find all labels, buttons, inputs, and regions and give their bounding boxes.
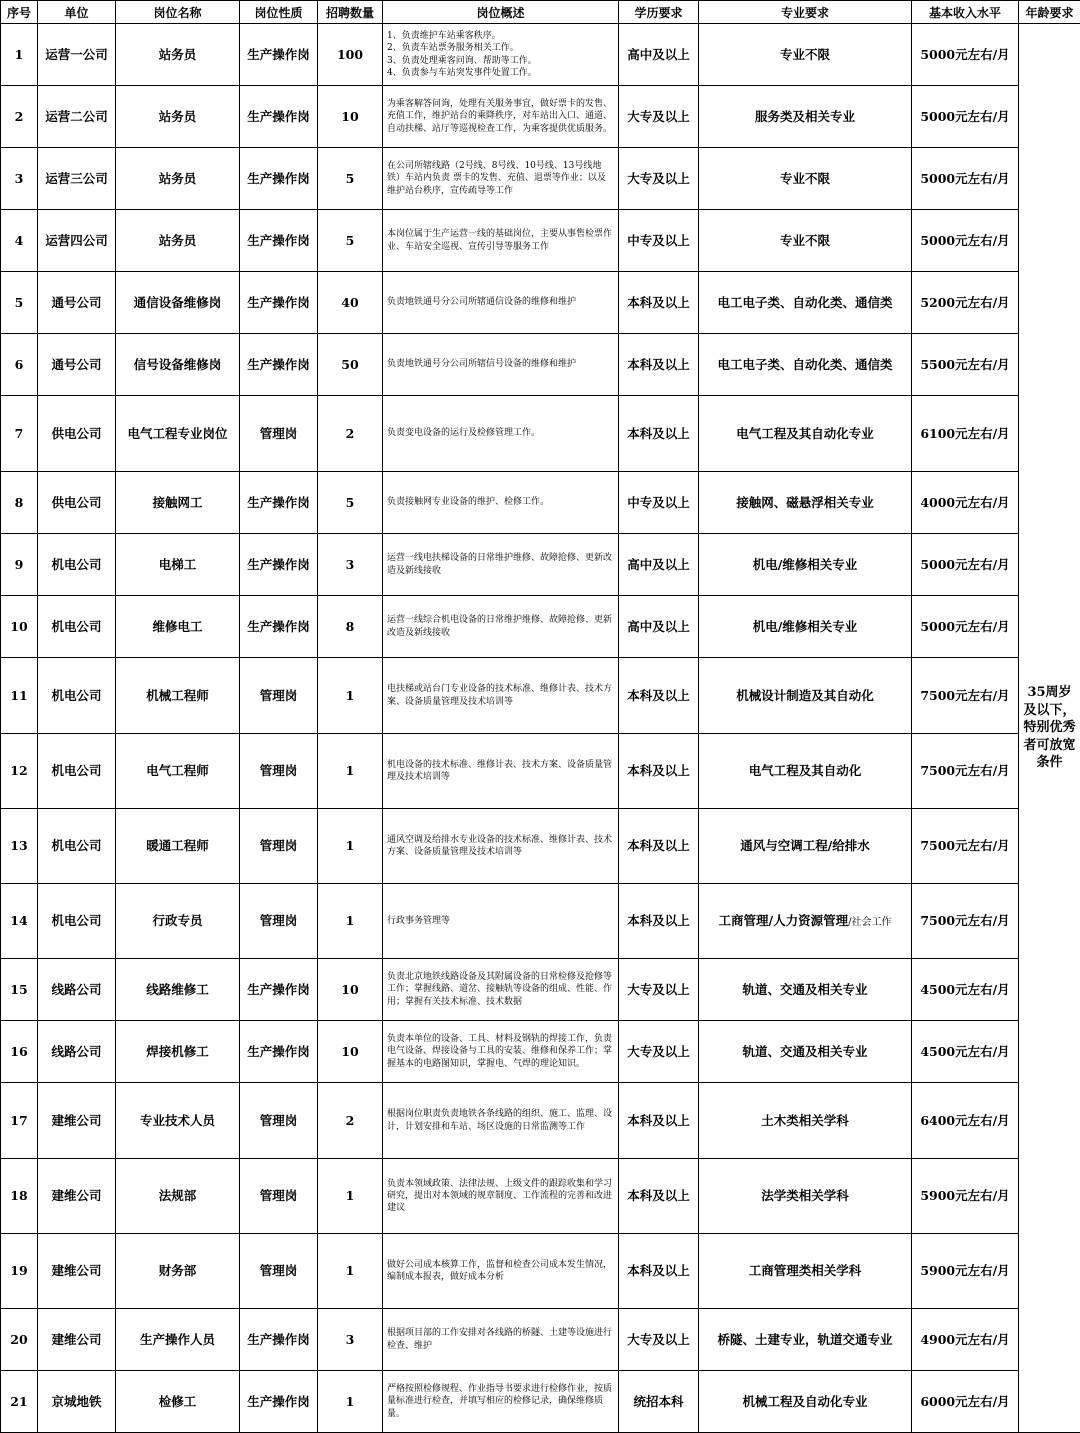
row-salary: 5000元左右/月: [912, 148, 1019, 210]
row-position-nature: 生产操作岗: [240, 86, 318, 148]
row-position-name: 暖通工程师: [116, 809, 240, 884]
row-position-name: 站务员: [116, 24, 240, 86]
row-major-main: 专业不限: [780, 233, 830, 248]
row-position-nature: 生产操作岗: [240, 596, 318, 658]
row-unit: 运营三公司: [38, 148, 116, 210]
row-description: 严格按照检修规程、作业指导书要求进行检修作业，按质量标准进行检查，并填写相应的检修记录，确保维修质量。: [383, 1371, 619, 1433]
row-salary: 4000元左右/月: [912, 472, 1019, 534]
row-major-note: /社会工作: [848, 917, 891, 928]
row-major-main: 桥隧、土建专业，轨道交通专业: [717, 1332, 892, 1347]
row-salary: 6000元左右/月: [912, 1371, 1019, 1433]
table-row: [1, 534, 1080, 596]
row-position-nature: 生产操作岗: [240, 1309, 318, 1371]
row-position-name: 生产操作人员: [116, 1309, 240, 1371]
table-row: [1, 596, 1080, 658]
row-major-main: 法学类相关学科: [761, 1188, 849, 1203]
table-row: [1, 734, 1080, 809]
row-salary: 6400元左右/月: [912, 1083, 1019, 1159]
row-major-main: 工商管理类相关学科: [749, 1263, 862, 1278]
row-no: 18: [1, 1159, 38, 1234]
row-description: 本岗位属于生产运营一线的基础岗位，主要从事售检票作业、车站安全巡视、宣传引导等服务工作: [383, 210, 619, 272]
row-position-nature: 生产操作岗: [240, 210, 318, 272]
table-row: [1, 86, 1080, 148]
row-major-main: 电工电子类、自动化类、通信类: [717, 295, 892, 310]
row-position-name: 接触网工: [116, 472, 240, 534]
row-count: 1: [318, 884, 383, 959]
table-row: [1, 148, 1080, 210]
row-description: 行政事务管理等: [383, 884, 619, 959]
row-education: 本科及以上: [619, 334, 699, 396]
table-row: [1, 1309, 1080, 1371]
row-major: [699, 1371, 912, 1433]
row-position-name: 线路维修工: [116, 959, 240, 1021]
row-education: 大专及以上: [619, 86, 699, 148]
row-position-nature: 生产操作岗: [240, 472, 318, 534]
row-description: 通风空调及给排水专业设备的技术标准、维修计表、技术方案、设备质量管理及技术培训等: [383, 809, 619, 884]
row-count: 100: [318, 24, 383, 86]
row-unit: 机电公司: [38, 596, 116, 658]
row-no: 14: [1, 884, 38, 959]
row-salary: 5000元左右/月: [912, 24, 1019, 86]
table-row: [1, 809, 1080, 884]
row-major-main: 通风与空调工程/给排水: [740, 838, 870, 853]
row-major: [699, 734, 912, 809]
row-position-nature: 管理岗: [240, 1159, 318, 1234]
row-no: 21: [1, 1371, 38, 1433]
header-position-nature: 岗位性质: [240, 1, 318, 24]
row-count: 5: [318, 210, 383, 272]
row-description: 机电设备的技术标准、维修计表、技术方案、设备质量管理及技术培训等: [383, 734, 619, 809]
row-no: 17: [1, 1083, 38, 1159]
row-unit: 线路公司: [38, 959, 116, 1021]
row-salary: 5000元左右/月: [912, 86, 1019, 148]
row-major-main: 电气工程及其自动化: [749, 763, 862, 778]
row-position-name: 财务部: [116, 1234, 240, 1309]
row-count: 2: [318, 1083, 383, 1159]
row-major-main: 机电/维修相关专业: [753, 619, 858, 634]
row-unit: 机电公司: [38, 658, 116, 734]
row-description: 负责本单位的设备、工具、材料及钢轨的焊接工作，负责电气设备、焊接设备与工具的安装、维修和保养工作；掌握基本的电路图知识，掌握电、气焊的理论知识。: [383, 1021, 619, 1083]
row-unit: 运营一公司: [38, 24, 116, 86]
row-major: [699, 884, 912, 959]
row-description: 负责北京地铁线路设备及其附属设备的日常检修及抢修等工作；掌握线路、道岔、接触轨等设备的组成、性能、作用；掌握有关技术标准、技术数据: [383, 959, 619, 1021]
header-age: 年龄要求: [1019, 1, 1080, 24]
row-salary: 7500元左右/月: [912, 809, 1019, 884]
row-major-main: 轨道、交通及相关专业: [742, 982, 867, 997]
row-major-main: 服务类及相关专业: [755, 109, 855, 124]
header-education: 学历要求: [619, 1, 699, 24]
header-no: 序号: [1, 1, 38, 24]
row-education: 本科及以上: [619, 1234, 699, 1309]
row-description: 负责本领域政策、法律法规、上级文件的跟踪收集和学习研究，提出对本领域的规章制度、工作流程的完善和改进建议: [383, 1159, 619, 1234]
row-major-main: 工商管理/人力资源管理: [719, 913, 849, 928]
row-no: 6: [1, 334, 38, 396]
table-row: [1, 272, 1080, 334]
row-position-name: 法规部: [116, 1159, 240, 1234]
row-salary: 7500元左右/月: [912, 884, 1019, 959]
row-major-main: 机电/维修相关专业: [753, 557, 858, 572]
row-unit: 通号公司: [38, 334, 116, 396]
table-row: [1, 472, 1080, 534]
header-unit: 单位: [38, 1, 116, 24]
row-unit: 机电公司: [38, 734, 116, 809]
row-position-name: 维修电工: [116, 596, 240, 658]
row-major: [699, 1083, 912, 1159]
row-unit: 供电公司: [38, 472, 116, 534]
row-unit: 建维公司: [38, 1083, 116, 1159]
row-count: 3: [318, 1309, 383, 1371]
row-no: 16: [1, 1021, 38, 1083]
row-salary: 5000元左右/月: [912, 210, 1019, 272]
row-position-name: 检修工: [116, 1371, 240, 1433]
row-salary: 5000元左右/月: [912, 534, 1019, 596]
row-salary: 5000元左右/月: [912, 596, 1019, 658]
header-position-name: 岗位名称: [116, 1, 240, 24]
row-education: 中专及以上: [619, 210, 699, 272]
row-major-main: 接触网、磁悬浮相关专业: [736, 495, 874, 510]
table-row: [1, 658, 1080, 734]
table-row: [1, 1159, 1080, 1234]
row-major-main: 土木类相关学科: [761, 1113, 849, 1128]
row-count: 10: [318, 86, 383, 148]
table-row: [1, 1083, 1080, 1159]
row-description: 负责变电设备的运行及检修管理工作。: [383, 396, 619, 472]
row-no: 2: [1, 86, 38, 148]
row-position-nature: 生产操作岗: [240, 534, 318, 596]
row-position-nature: 生产操作岗: [240, 959, 318, 1021]
row-position-nature: 生产操作岗: [240, 272, 318, 334]
row-major-main: 专业不限: [780, 47, 830, 62]
row-position-name: 通信设备维修岗: [116, 272, 240, 334]
row-salary: 5500元左右/月: [912, 334, 1019, 396]
row-major-main: 电气工程及其自动化专业: [736, 426, 874, 441]
row-major: [699, 1309, 912, 1371]
row-count: 3: [318, 534, 383, 596]
row-major: [699, 334, 912, 396]
row-unit: 机电公司: [38, 534, 116, 596]
row-education: 高中及以上: [619, 24, 699, 86]
row-unit: 建维公司: [38, 1309, 116, 1371]
row-position-name: 电气工程专业岗位: [116, 396, 240, 472]
row-no: 9: [1, 534, 38, 596]
row-no: 4: [1, 210, 38, 272]
row-position-nature: 管理岗: [240, 1234, 318, 1309]
table-row: [1, 1021, 1080, 1083]
row-description: 根据岗位职责负责地铁各条线路的组织、施工、监理、设计，计划安排和车站、场区设施的日常监测等工作: [383, 1083, 619, 1159]
row-position-nature: 管理岗: [240, 734, 318, 809]
row-major-main: 轨道、交通及相关专业: [742, 1044, 867, 1059]
row-education: 本科及以上: [619, 1083, 699, 1159]
row-position-nature: 生产操作岗: [240, 1371, 318, 1433]
header-description: 岗位概述: [383, 1, 619, 24]
table-row: [1, 24, 1080, 86]
row-no: 5: [1, 272, 38, 334]
row-position-nature: 管理岗: [240, 396, 318, 472]
row-unit: 机电公司: [38, 884, 116, 959]
row-count: 5: [318, 472, 383, 534]
row-unit: 线路公司: [38, 1021, 116, 1083]
table-row: [1, 396, 1080, 472]
row-position-name: 行政专员: [116, 884, 240, 959]
row-position-name: 电梯工: [116, 534, 240, 596]
row-salary: 4500元左右/月: [912, 1021, 1019, 1083]
row-position-nature: 生产操作岗: [240, 1021, 318, 1083]
row-description: 电扶梯或站台门专业设备的技术标准、维修计表、技术方案、设备质量管理及技术培训等: [383, 658, 619, 734]
row-position-name: 信号设备维修岗: [116, 334, 240, 396]
row-major: [699, 210, 912, 272]
row-count: 50: [318, 334, 383, 396]
row-no: 7: [1, 396, 38, 472]
row-position-name: 机械工程师: [116, 658, 240, 734]
age-requirement: 35周岁及以下，特别优秀者可放宽条件: [1019, 24, 1080, 1433]
table-header: [1, 1, 1080, 24]
row-position-nature: 管理岗: [240, 1083, 318, 1159]
row-count: 2: [318, 396, 383, 472]
row-no: 8: [1, 472, 38, 534]
row-no: 11: [1, 658, 38, 734]
row-description: 在公司所辖线路（2号线、8号线、10号线、13号线地铁）车站内负责 票卡的发售、充值、退票等作业；以及维护站台秩序，宣传疏导等工作: [383, 148, 619, 210]
row-unit: 运营二公司: [38, 86, 116, 148]
row-education: 大专及以上: [619, 148, 699, 210]
row-salary: 6100元左右/月: [912, 396, 1019, 472]
row-education: 中专及以上: [619, 472, 699, 534]
row-position-nature: 管理岗: [240, 809, 318, 884]
row-description: 负责接触网专业设备的维护、检修工作。: [383, 472, 619, 534]
row-unit: 供电公司: [38, 396, 116, 472]
row-count: 8: [318, 596, 383, 658]
row-position-name: 焊接机修工: [116, 1021, 240, 1083]
row-major-main: 机械工程及自动化专业: [742, 1394, 867, 1409]
row-count: 1: [318, 1159, 383, 1234]
header-row: [1, 1, 1080, 24]
row-position-nature: 管理岗: [240, 658, 318, 734]
row-salary: 5200元左右/月: [912, 272, 1019, 334]
row-major: [699, 534, 912, 596]
row-position-name: 专业技术人员: [116, 1083, 240, 1159]
row-unit: 运营四公司: [38, 210, 116, 272]
row-description: 根据项目部的工作安排对各线路的桥隧、土建等设施进行检查、维护: [383, 1309, 619, 1371]
row-description: 运营一线电扶梯设备的日常维护维修、故障抢修、更新改造及新线接收: [383, 534, 619, 596]
row-salary: 7500元左右/月: [912, 658, 1019, 734]
row-major: [699, 1021, 912, 1083]
table-row: [1, 334, 1080, 396]
row-major: [699, 24, 912, 86]
table-body: [1, 24, 1080, 1433]
row-salary: 5900元左右/月: [912, 1159, 1019, 1234]
row-position-nature: 生产操作岗: [240, 148, 318, 210]
row-count: 40: [318, 272, 383, 334]
row-unit: 京城地铁: [38, 1371, 116, 1433]
row-description: 做好公司成本核算工作，监督和检查公司成本发生情况，编制成本报表，做好成本分析: [383, 1234, 619, 1309]
row-unit: 机电公司: [38, 809, 116, 884]
row-unit: 建维公司: [38, 1234, 116, 1309]
row-education: 本科及以上: [619, 734, 699, 809]
row-salary: 4900元左右/月: [912, 1309, 1019, 1371]
row-major: [699, 1159, 912, 1234]
row-position-name: 站务员: [116, 148, 240, 210]
header-major: 专业要求: [699, 1, 912, 24]
row-major: [699, 658, 912, 734]
row-education: 大专及以上: [619, 959, 699, 1021]
row-education: 本科及以上: [619, 809, 699, 884]
row-position-name: 站务员: [116, 210, 240, 272]
table-row: [1, 1234, 1080, 1309]
row-description: 1、负责维护车站乘客秩序。 2、负责车站票务服务相关工作。 3、负责处理乘客问询、帮助等工作。 4、负责参与车站突发事件处置工作。: [383, 24, 619, 86]
row-no: 15: [1, 959, 38, 1021]
table-row: [1, 959, 1080, 1021]
row-major: [699, 272, 912, 334]
row-major: [699, 1234, 912, 1309]
row-no: 10: [1, 596, 38, 658]
row-position-nature: 生产操作岗: [240, 24, 318, 86]
table-row: [1, 210, 1080, 272]
row-education: 大专及以上: [619, 1021, 699, 1083]
row-position-nature: 管理岗: [240, 884, 318, 959]
row-education: 高中及以上: [619, 596, 699, 658]
row-major: [699, 809, 912, 884]
row-major: [699, 148, 912, 210]
row-education: 本科及以上: [619, 272, 699, 334]
row-unit: 通号公司: [38, 272, 116, 334]
row-education: 统招本科: [619, 1371, 699, 1433]
row-description: 负责地铁通号分公司所辖通信设备的维修和维护: [383, 272, 619, 334]
row-major: [699, 472, 912, 534]
table-row: [1, 1371, 1080, 1433]
row-education: 本科及以上: [619, 884, 699, 959]
row-unit: 建维公司: [38, 1159, 116, 1234]
row-major: [699, 596, 912, 658]
row-count: 1: [318, 1234, 383, 1309]
row-count: 1: [318, 734, 383, 809]
row-major-main: 机械设计制造及其自动化: [736, 688, 874, 703]
row-position-name: 电气工程师: [116, 734, 240, 809]
row-education: 本科及以上: [619, 658, 699, 734]
row-no: 12: [1, 734, 38, 809]
row-education: 本科及以上: [619, 396, 699, 472]
row-no: 19: [1, 1234, 38, 1309]
header-salary: 基本收入水平: [912, 1, 1019, 24]
row-education: 高中及以上: [619, 534, 699, 596]
row-description: 为乘客解答问询，处理有关服务事宜，做好票卡的发售、充值工作，维护站台的乘降秩序，对车站出入口、通道、自动扶梯、站厅等巡视检查工作，为乘客提供优质服务。: [383, 86, 619, 148]
row-description: 运营一线综合机电设备的日常维护维修、故障抢修、更新改造及新线接收: [383, 596, 619, 658]
row-major: [699, 86, 912, 148]
header-count: 招聘数量: [318, 1, 383, 24]
row-major: [699, 959, 912, 1021]
row-description: 负责地铁通号分公司所辖信号设备的维修和维护: [383, 334, 619, 396]
row-count: 10: [318, 959, 383, 1021]
row-no: 13: [1, 809, 38, 884]
row-count: 1: [318, 658, 383, 734]
row-education: 本科及以上: [619, 1159, 699, 1234]
row-major-main: 电工电子类、自动化类、通信类: [717, 357, 892, 372]
row-salary: 7500元左右/月: [912, 734, 1019, 809]
row-no: 1: [1, 24, 38, 86]
row-count: 5: [318, 148, 383, 210]
row-position-name: 站务员: [116, 86, 240, 148]
row-salary: 4500元左右/月: [912, 959, 1019, 1021]
row-salary: 5900元左右/月: [912, 1234, 1019, 1309]
row-no: 3: [1, 148, 38, 210]
row-major-main: 专业不限: [780, 171, 830, 186]
table-row: [1, 884, 1080, 959]
row-no: 20: [1, 1309, 38, 1371]
row-education: 大专及以上: [619, 1309, 699, 1371]
row-major: [699, 396, 912, 472]
row-position-nature: 生产操作岗: [240, 334, 318, 396]
row-count: 10: [318, 1021, 383, 1083]
row-count: 1: [318, 1371, 383, 1433]
row-count: 1: [318, 809, 383, 884]
